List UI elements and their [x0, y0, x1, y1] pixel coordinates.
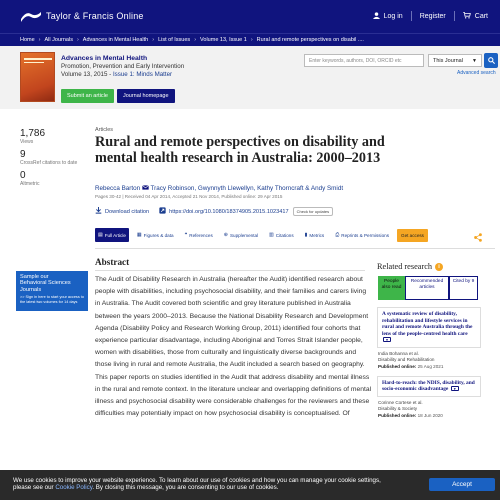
cookie-text: . By closing this message, you are consenting to our use of cookies. — [92, 484, 279, 491]
tab-figures[interactable] — [134, 228, 177, 242]
search-scope-value: This Journal — [433, 58, 463, 64]
tab-people-also-read[interactable]: People also read — [378, 276, 405, 300]
journal-title[interactable]: Advances in Mental Health — [61, 55, 148, 62]
published-label: Published online: — [378, 363, 417, 369]
divider — [454, 11, 455, 21]
envelope-icon[interactable] — [142, 185, 151, 192]
journal-cover[interactable] — [20, 52, 55, 102]
info-icon[interactable]: i — [435, 263, 443, 271]
cart-link[interactable]: Cart — [474, 12, 488, 20]
breadcrumb-separator: › — [250, 37, 253, 43]
breadcrumb-item[interactable]: List of Issues — [158, 37, 191, 43]
published-label: Published online: — [378, 412, 417, 418]
related-research-title: Related research — [377, 262, 433, 271]
article-metrics — [20, 128, 80, 191]
related-article-title[interactable]: A systematic review of disability, rehabilitation and lifestyle services in rural and remote Australia through the lens of the people-centred health care — [382, 311, 473, 337]
journal-subtitle: Promotion, Prevention and Early Intervention — [61, 63, 185, 70]
divider — [411, 11, 412, 21]
journal-volume: Volume 13, 2015 - — [61, 71, 113, 78]
document-icon: ▤ — [98, 232, 103, 238]
doi-label: https://doi.org/10.1080/18374905.2015.1023417 — [169, 208, 289, 215]
quote-icon: ❝ — [184, 232, 188, 238]
author-name[interactable]: Gwynnyth Llewellyn — [197, 185, 254, 192]
citations-label: CrossRef citations to date — [20, 160, 78, 166]
author-list — [95, 185, 343, 192]
promo-line: Journals — [20, 286, 42, 293]
print-icon: ⎙ — [335, 232, 340, 238]
related-list — [377, 307, 481, 425]
tab-divider — [95, 248, 495, 249]
abstract-divider — [95, 270, 365, 271]
tab-supplemental[interactable] — [221, 228, 261, 242]
author-separator: , — [194, 185, 197, 192]
views-label: Views — [20, 139, 34, 145]
author-name[interactable]: Andy Smidt — [310, 185, 344, 192]
logo-icon — [20, 9, 42, 23]
account-nav — [373, 11, 488, 21]
article-type: Articles — [95, 127, 114, 133]
related-article-author: India Bohanna et al. — [378, 350, 419, 356]
altmetric-count[interactable]: 0 — [20, 170, 26, 181]
tab-citations[interactable] — [266, 228, 297, 242]
login-link[interactable]: Log in — [383, 12, 403, 20]
breadcrumb-item[interactable]: Advances in Mental Health — [82, 37, 149, 43]
logo-text: Taylor & Francis Online — [46, 11, 144, 21]
abstract-heading: Abstract — [95, 257, 130, 267]
bar-chart-icon: ▮ — [304, 232, 308, 238]
cookie-banner — [0, 470, 500, 500]
related-article-author: Corinne Cortese et al. — [378, 400, 423, 406]
get-access-button[interactable] — [397, 229, 428, 242]
tab-cited-by[interactable]: Cited by 9 — [449, 276, 478, 300]
tab-label: Figures & data — [143, 232, 174, 238]
image-icon: ▦ — [136, 232, 142, 238]
article-title: Rural and remote perspectives on disability and mental health research in Australia: 2000–2013 — [95, 134, 385, 166]
author-name[interactable]: Tracy Robinson — [150, 185, 195, 192]
cookie-text: please see our — [13, 484, 56, 491]
promo-banner[interactable] — [16, 271, 88, 311]
user-icon — [373, 12, 380, 21]
breadcrumb-separator: › — [194, 37, 197, 43]
journal-header — [0, 46, 500, 109]
related-article-meta — [378, 351, 481, 370]
tab-label: Metrics — [309, 232, 325, 238]
breadcrumb-item[interactable]: All Journals — [44, 37, 73, 43]
submit-article-button[interactable]: Submit an article — [61, 89, 114, 103]
published-date: 18 Jun 2020 — [417, 412, 443, 418]
chevron-down-icon[interactable]: ▾ — [383, 337, 391, 342]
breadcrumb-separator: › — [152, 37, 155, 43]
download-citation-label: Download citation — [105, 208, 150, 215]
journal-homepage-button[interactable]: Journal homepage — [117, 89, 175, 103]
related-article-source: Disability and Rehabilitation — [378, 357, 435, 363]
breadcrumb-item[interactable]: Volume 13, Issue 1 — [200, 37, 247, 43]
promo-line: Sample our — [20, 274, 49, 280]
promo-signin-text: >> Sign in here to start your access to the latest two volumes for 14 days — [20, 295, 84, 304]
author-name[interactable]: Rebecca Barton — [95, 185, 141, 192]
tab-label: Get access — [401, 232, 424, 238]
citations-count[interactable]: 9 — [20, 149, 26, 160]
related-article-title[interactable]: Hard-to-reach: the NDIS, disability, and socio-economic disadvantage — [382, 379, 475, 393]
related-research-heading — [377, 262, 443, 271]
author-name[interactable]: Kathy Thorncraft — [257, 185, 304, 192]
tab-metrics[interactable] — [302, 228, 328, 242]
download-citation-link[interactable] — [95, 207, 149, 216]
doi-link[interactable] — [159, 207, 333, 216]
search-icon — [488, 57, 495, 64]
chevron-down-icon: ▼ — [472, 58, 477, 64]
cookie-policy-link[interactable]: Cookie Policy — [55, 484, 93, 491]
cover-stripe — [24, 58, 52, 60]
link-icon — [159, 207, 166, 216]
search-scope-select[interactable] — [428, 54, 482, 67]
plus-icon: ⊕ — [223, 232, 228, 238]
article-links — [95, 207, 343, 216]
tab-label: Citations — [275, 232, 294, 238]
publication-info: Pages 30-42 | Received 04 Apr 2014, Accepted 21 Nov 2014, Published online: 29 Apr 2015 — [95, 194, 283, 199]
advanced-search-link[interactable]: Advanced search — [457, 70, 496, 76]
related-article-source: Disability & Society — [378, 406, 418, 412]
published-date: 25 Aug 2021 — [417, 363, 444, 369]
share-icon[interactable] — [474, 229, 482, 247]
cookie-text: We use cookies to improve your website experience. To learn about our use of cookies and how you can manage your cookie settings, — [13, 477, 381, 484]
search-input[interactable]: Enter keywords, authors, DOI, ORCID etc — [304, 54, 424, 67]
breadcrumb-item[interactable]: Home — [20, 37, 35, 43]
top-bar — [0, 0, 500, 33]
site-logo[interactable] — [20, 9, 144, 23]
related-article-card[interactable] — [377, 376, 481, 397]
tab-references[interactable] — [182, 228, 216, 242]
breadcrumb-separator: › — [76, 37, 79, 43]
tab-reprints[interactable] — [332, 228, 392, 242]
article-tabs — [95, 228, 433, 242]
breadcrumb — [0, 33, 500, 46]
tab-label: Full Article — [104, 232, 126, 238]
author-separator: , — [253, 185, 256, 192]
author-separator: & — [303, 185, 310, 192]
abstract-text: The Audit of Disability Research in Australia (hereafter the Audit) identified research about people with disabilities, including psychosocial disability, and their families and carers living in Australia. The Audit covered both scientific and grey literature published in Australia between the years 2000–2013. Because the National Disability Research and Development Agenda (Disability Policy and Research Working Group, 2011) identified four cohorts that experience particular disadvantage, including Aboriginal and Torres Strait Islander people, women with disabilities, those from culturally and linguistically diverse backgrounds and those living in rural and remote Australia, the Audit included a search based on geography. This paper reports on studies identified in the Audit that address disability and mental illness in the rural and remote context. In the literature unclear and overlapping definitions of mental illness and psychosocial disability were considerable challenges for the reviewers and these difficulties may potentially impact on how psychosocial disability is conceptualised. Of — [95, 276, 372, 418]
related-tabs — [378, 276, 478, 300]
journal-buttons — [61, 89, 175, 103]
issue-link[interactable]: Issue 1: Minds Matter — [112, 71, 173, 78]
check-for-updates-badge[interactable]: Check for updates — [293, 207, 333, 216]
tab-label: References — [189, 232, 213, 238]
accept-cookies-button[interactable]: Accept — [429, 478, 495, 491]
journal-info — [61, 55, 184, 79]
related-article-meta — [378, 400, 481, 419]
tab-label: Reprints & Permissions — [341, 232, 389, 238]
breadcrumb-separator: › — [38, 37, 41, 43]
tab-full-article[interactable] — [95, 228, 129, 242]
promo-line: Behavioral Sciences — [20, 280, 71, 287]
citation-icon: ▥ — [269, 232, 274, 238]
tab-label: Supplemental — [229, 232, 259, 238]
download-icon — [95, 207, 102, 216]
cart-icon — [463, 12, 471, 21]
search-button[interactable] — [484, 53, 498, 68]
altmetric-label: Altmetric — [20, 181, 40, 187]
register-link[interactable]: Register — [419, 12, 446, 20]
breadcrumb-current: Rural and remote perspectives on disabil .... — [256, 37, 364, 43]
chevron-down-icon[interactable]: ▾ — [451, 386, 459, 391]
related-article-card[interactable] — [377, 307, 481, 348]
views-count: 1,786 — [20, 128, 46, 139]
cover-stripe — [24, 62, 44, 63]
tab-recommended-articles[interactable]: Recommended articles — [405, 276, 449, 300]
